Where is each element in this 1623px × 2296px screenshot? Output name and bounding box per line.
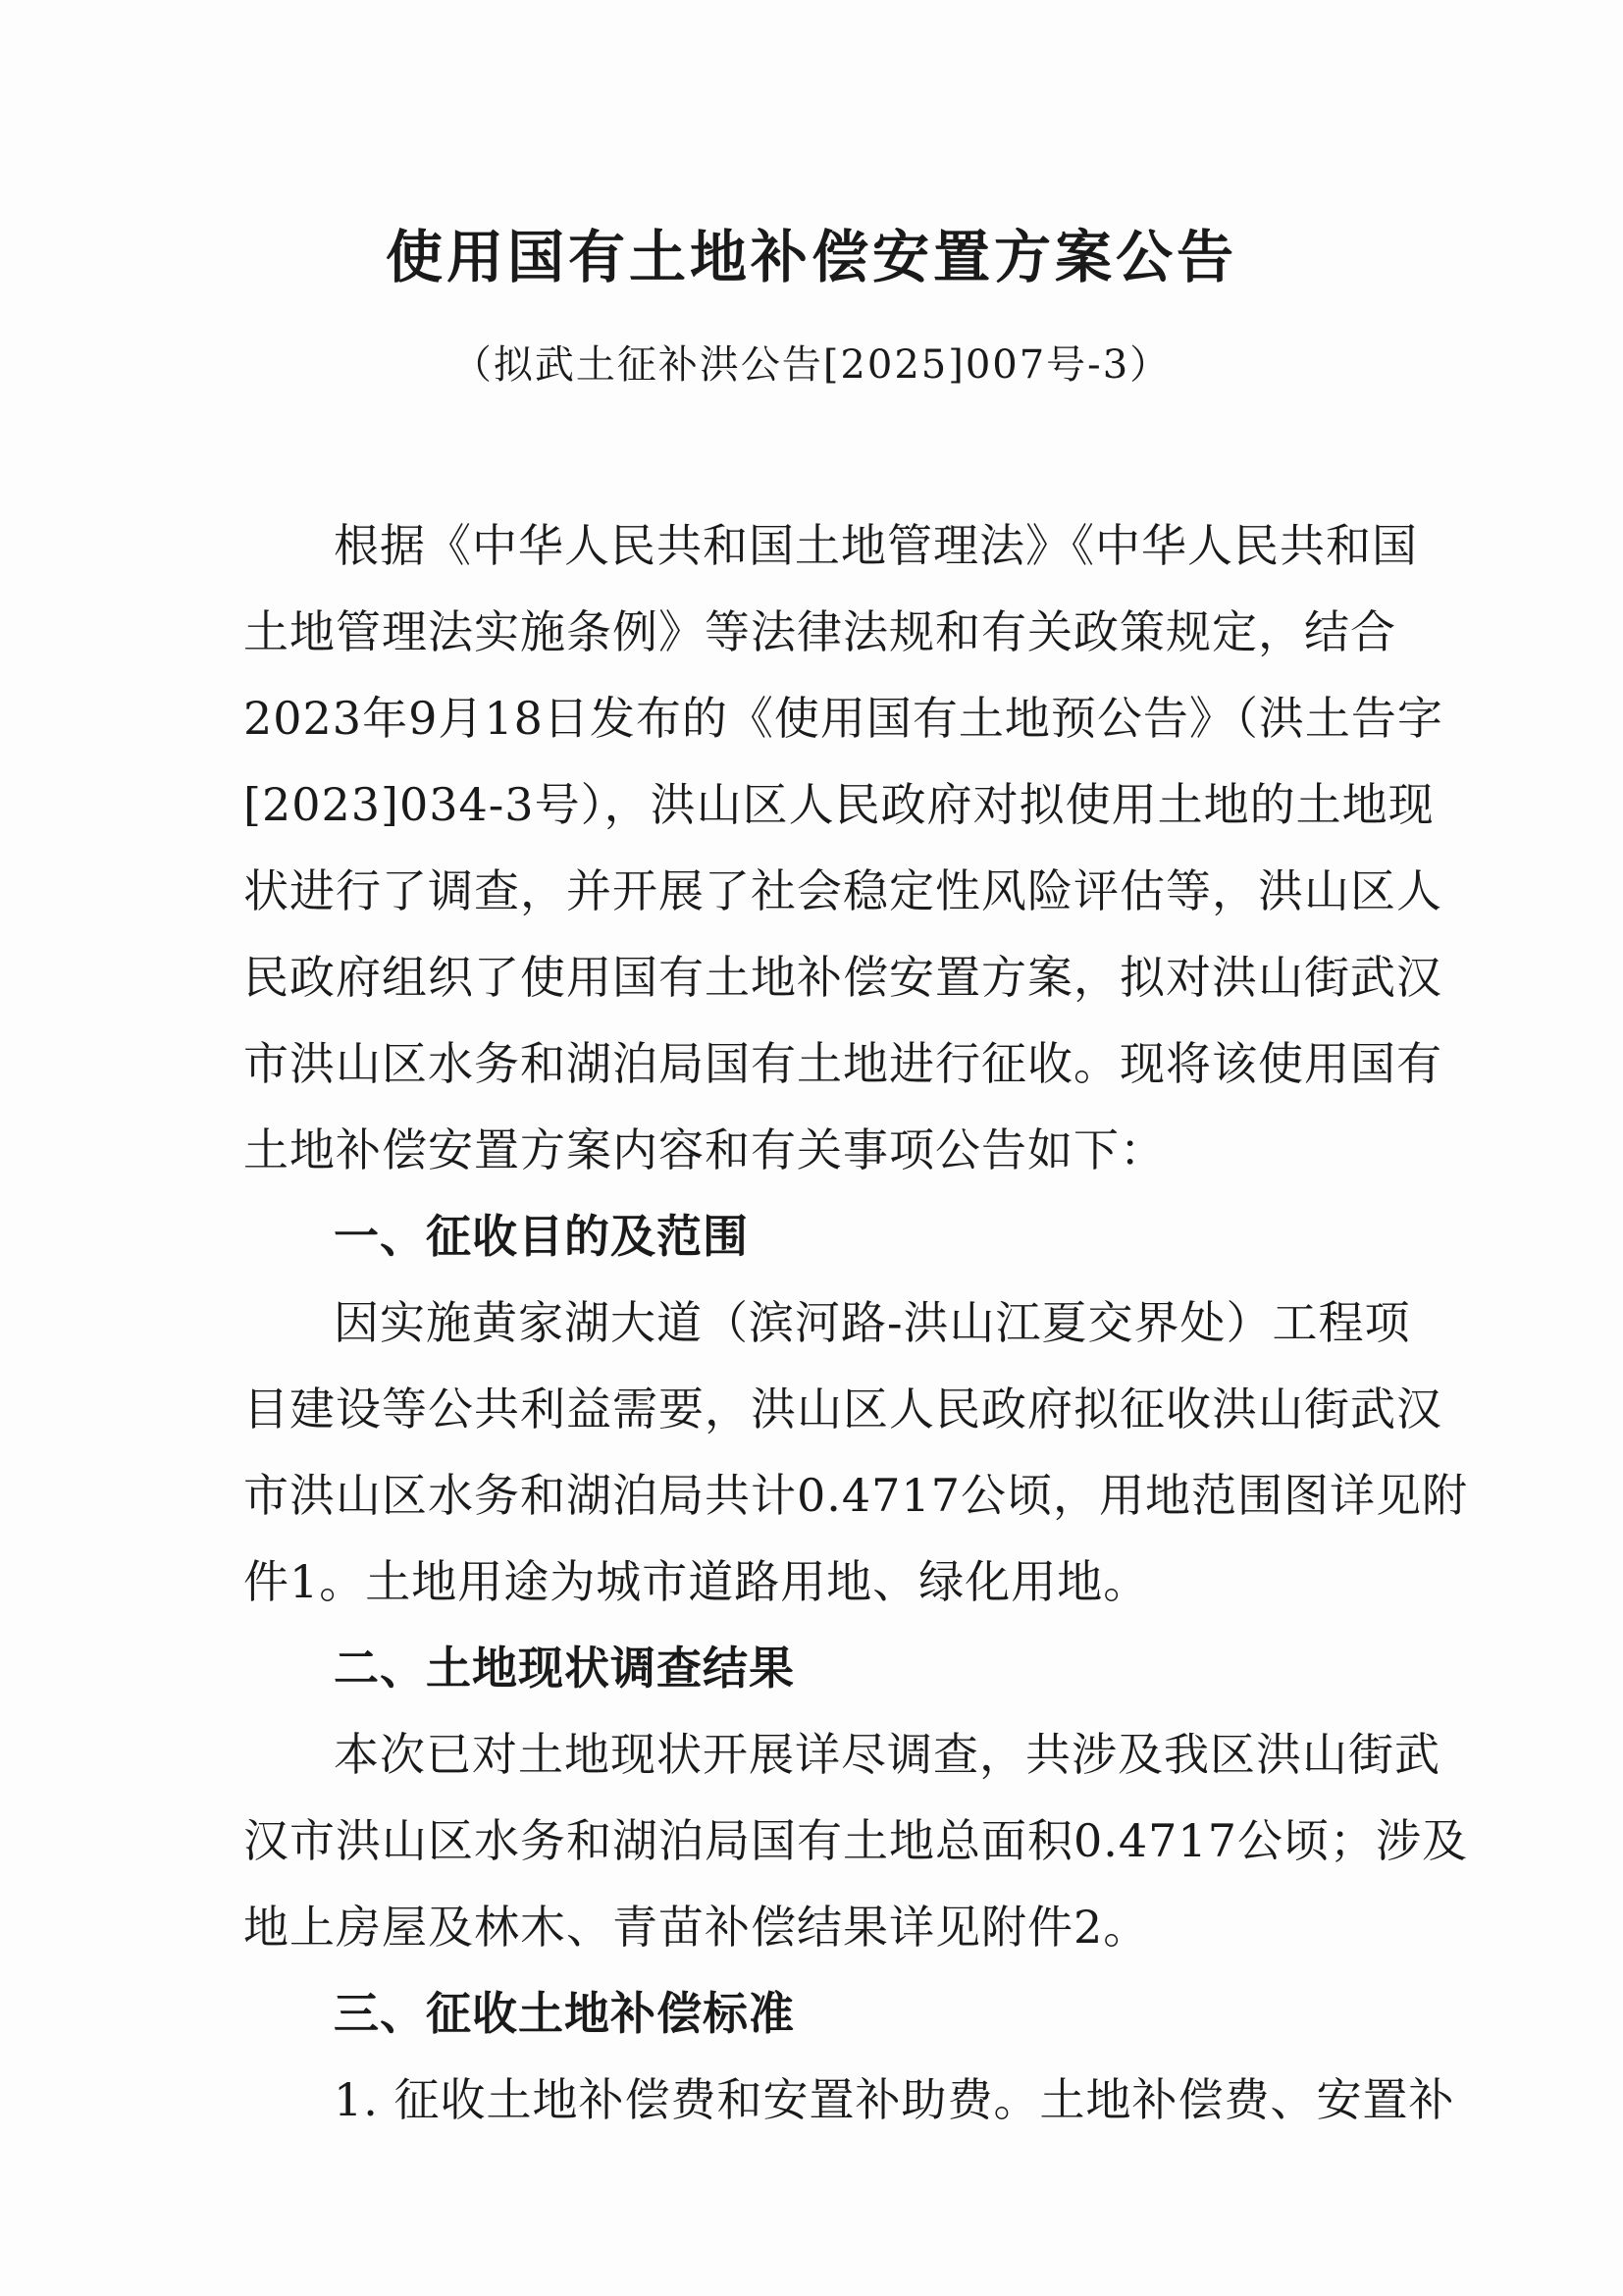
paragraph-line: 2023年9月18日发布的《使用国有土地预公告》（洪土告字 xyxy=(243,692,1443,745)
paragraph-line: 市洪山区水务和湖泊局共计0.4717公顷，用地范围图详见附 xyxy=(243,1469,1468,1522)
section-heading: 一、征收目的及范围 xyxy=(334,1210,749,1263)
document-number: （拟武土征补洪公告[2025]007号-3） xyxy=(451,342,1172,388)
paragraph-line: 市洪山区水务和湖泊局国有土地进行征收。现将该使用国有 xyxy=(243,1037,1442,1090)
section-heading: 三、征收土地补偿标准 xyxy=(334,1987,795,2040)
paragraph-line: 地上房屋及林木、青苗补偿结果详见附件2。 xyxy=(243,1901,1150,1954)
paragraph-line: 因实施黄家湖大道（滨河路-洪山江夏交界处）工程项 xyxy=(334,1296,1411,1349)
paragraph-line: 根据《中华人民共和国土地管理法》《中华人民共和国 xyxy=(334,519,1418,572)
paragraph-line: 状进行了调查，并开展了社会稳定性风险评估等，洪山区人 xyxy=(243,864,1442,917)
paragraph-line: 1. 征收土地补偿费和安置补助费。土地补偿费、安置补 xyxy=(334,2073,1455,2126)
paragraph-line: 土地补偿安置方案内容和有关事项公告如下： xyxy=(243,1123,1166,1176)
paragraph-line: 本次已对土地现状开展详尽调查，共涉及我区洪山街武 xyxy=(334,1728,1440,1781)
paragraph-line: 土地管理法实施条例》等法律法规和有关政策规定，结合 xyxy=(243,605,1396,658)
document-title: 使用国有土地补偿安置方案公告 xyxy=(385,224,1237,290)
paragraph-line: 目建设等公共利益需要，洪山区人民政府拟征收洪山街武汉 xyxy=(243,1383,1442,1435)
section-heading: 二、土地现状调查结果 xyxy=(334,1642,795,1695)
paragraph-line: [2023]034-3号），洪山区人民政府对拟使用土地的土地现 xyxy=(243,778,1435,831)
paragraph-line: 民政府组织了使用国有土地补偿安置方案，拟对洪山街武汉 xyxy=(243,951,1442,1004)
document-body xyxy=(243,502,1468,2143)
paragraph-line: 件1。土地用途为城市道路用地、绿化用地。 xyxy=(243,1555,1150,1608)
paragraph-line: 汉市洪山区水务和湖泊局国有土地总面积0.4717公顷；涉及 xyxy=(243,1814,1468,1867)
